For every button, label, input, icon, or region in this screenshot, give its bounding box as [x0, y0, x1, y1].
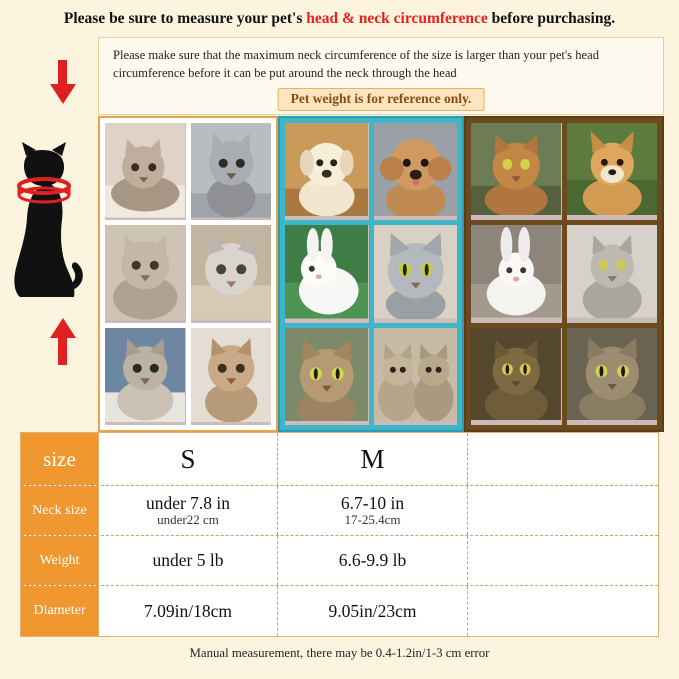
photo-kitten-lying-tabby — [105, 123, 186, 220]
photo-cat-orange-outdoor — [471, 123, 562, 220]
photo-poodle-apricot — [374, 123, 458, 220]
photo-kitten-sitting-gray-tabby — [191, 123, 272, 220]
table-row-diameter — [21, 586, 658, 636]
page-title — [0, 10, 679, 28]
photo-kitten-gray-white-face — [191, 225, 272, 322]
weight-reference-badge: Pet weight is for reference only. — [278, 88, 485, 111]
photo-corgi-dog-grass — [567, 123, 658, 220]
photo-panel-size-l — [464, 116, 664, 432]
size-letter-m: M — [360, 443, 385, 474]
photo-cat-gray-sitting — [567, 225, 658, 322]
table-row-neck-size — [21, 486, 658, 536]
cell-neck-l — [468, 486, 658, 535]
instruction-text: Please make sure that the maximum neck circumference of the size is larger than your pet's head circumference before it can be put around the neck through the head — [113, 48, 600, 81]
measurement-disclaimer: Manual measurement, there may be 0.4-1.2in/1-3 cm error — [189, 646, 490, 660]
neck-s-main: under 7.8 in — [145, 492, 231, 513]
cell-size-s — [99, 433, 278, 485]
cell-size-m — [278, 433, 468, 485]
neck-m-main: 6.7-10 in — [340, 492, 405, 513]
photo-cat-tabby-green-eyes — [567, 328, 658, 425]
page-title-suffix: before purchasing. — [487, 10, 616, 27]
photo-panel-size-m — [278, 116, 464, 432]
neck-s-sub: under22 cm — [157, 512, 219, 528]
arrow-down-icon — [47, 60, 79, 105]
photo-kitten-paws-up-striped — [105, 328, 186, 425]
cat-silhouette-icon — [4, 140, 90, 300]
cell-diameter-l — [468, 586, 658, 636]
page-title-prefix: Please be sure to measure your pet's — [63, 10, 307, 27]
cell-neck-m — [278, 486, 468, 535]
cell-neck-s — [99, 486, 278, 535]
arrow-up-icon — [47, 318, 79, 366]
row-label-weight: Weight — [21, 536, 99, 585]
photo-rabbit-white-indoor — [471, 225, 562, 322]
cell-size-l — [468, 433, 658, 485]
cell-weight-m: 6.6-9.9 lb — [278, 536, 468, 585]
table-row-weight — [21, 536, 658, 586]
photo-gallery — [98, 116, 664, 432]
row-label-diameter: Diameter — [21, 586, 99, 636]
cell-diameter-s: 7.09in/18cm — [99, 586, 278, 636]
photo-kitten-fluffy-tabby — [105, 225, 186, 322]
photo-cat-tabby-portrait — [285, 328, 369, 425]
photo-cat-brown-tabby-sitting — [191, 328, 272, 425]
photo-panel-size-s — [98, 116, 278, 432]
photo-puppy-cream-small — [285, 123, 369, 220]
table-row-size — [21, 433, 658, 486]
photo-cat-dark-tabby-grass — [471, 328, 562, 425]
size-letter-s: S — [180, 443, 196, 474]
cell-weight-s: under 5 lb — [99, 536, 278, 585]
photo-cat-gray-green-eyes — [374, 225, 458, 322]
cell-weight-l — [468, 536, 658, 585]
cell-diameter-m: 9.05in/23cm — [278, 586, 468, 636]
neck-m-sub: 17-25.4cm — [344, 512, 401, 528]
row-label-size: size — [21, 433, 99, 485]
photo-rabbit-white — [285, 225, 369, 322]
instruction-box — [98, 37, 664, 115]
row-label-neck-size: Neck size — [21, 486, 99, 535]
size-table — [20, 432, 659, 637]
photo-two-kittens-striped — [374, 328, 458, 425]
page-title-highlight: head & neck circumference — [306, 10, 488, 27]
